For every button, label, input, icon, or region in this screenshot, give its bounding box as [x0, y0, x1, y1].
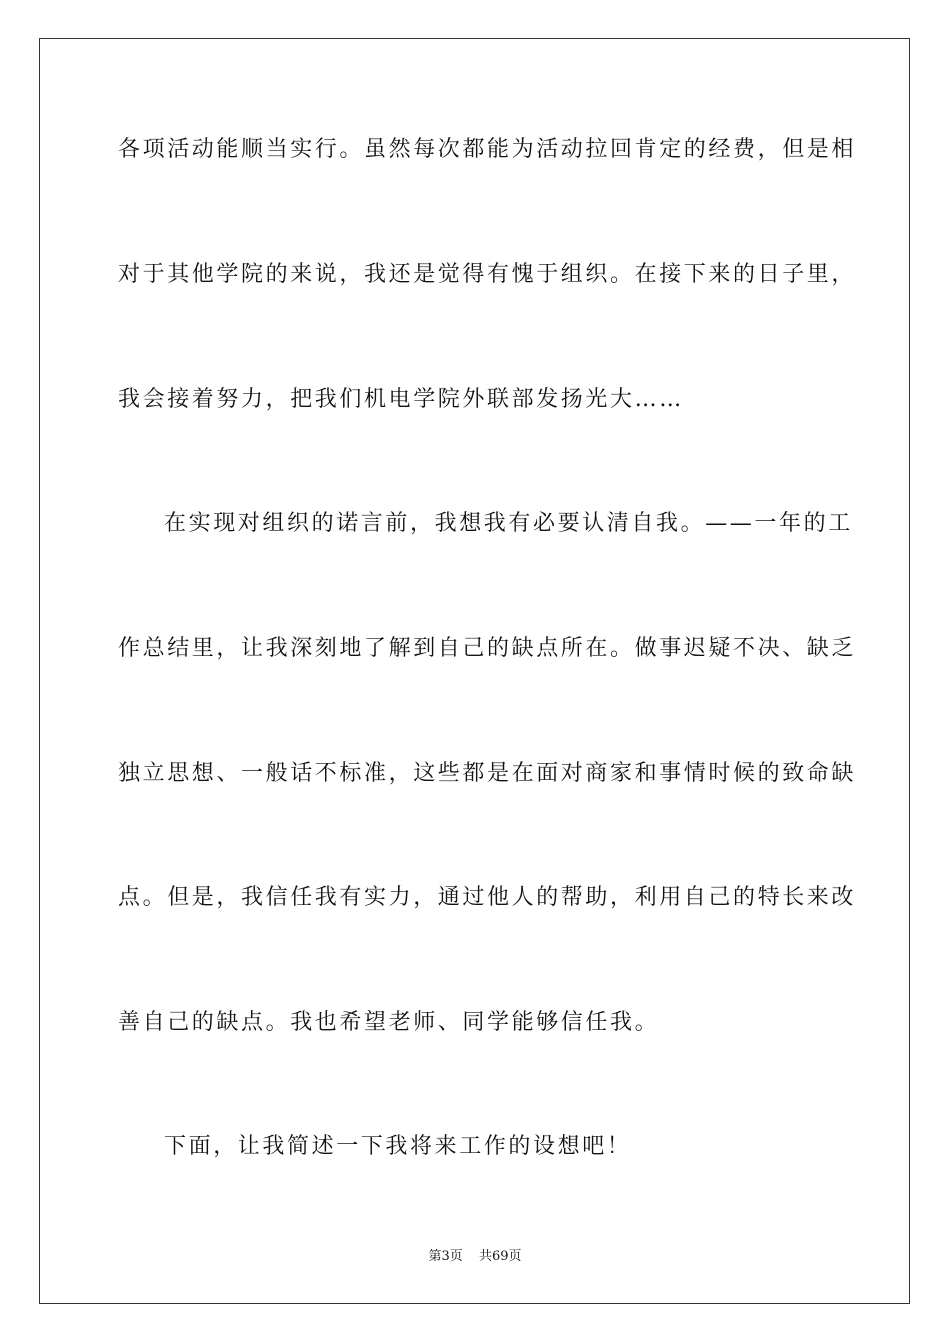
paragraph-first-line: 在实现对组织的诺言前，我想我有必要认清自我。——一年的工: [164, 511, 853, 536]
text-line: 对于其他学院的来说，我还是觉得有愧于组织。在接下来的日子里，: [118, 262, 857, 287]
page-total: 共69页: [478, 1249, 522, 1264]
paragraph-first-line: 下面，让我简述一下我将来工作的设想吧！: [164, 1134, 632, 1159]
text-line: 作总结里，让我深刻地了解到自己的缺点所在。做事迟疑不决、缺乏: [118, 636, 857, 661]
page-border: [39, 38, 910, 1304]
text-line: 独立思想、一般话不标准，这些都是在面对商家和事情时候的致命缺: [118, 761, 857, 786]
text-line: 善自己的缺点。我也希望老师、同学能够信任我。: [118, 1010, 660, 1035]
page-number: 第3页: [428, 1249, 463, 1264]
page-footer: [0, 1248, 950, 1266]
text-line: 各项活动能顺当实行。虽然每次都能为活动拉回肯定的经费，但是相: [118, 137, 857, 162]
text-line: 点。但是，我信任我有实力，通过他人的帮助，利用自己的特长来改: [118, 885, 857, 910]
text-line: 我会接着努力，把我们机电学院外联部发扬光大……: [118, 387, 684, 412]
